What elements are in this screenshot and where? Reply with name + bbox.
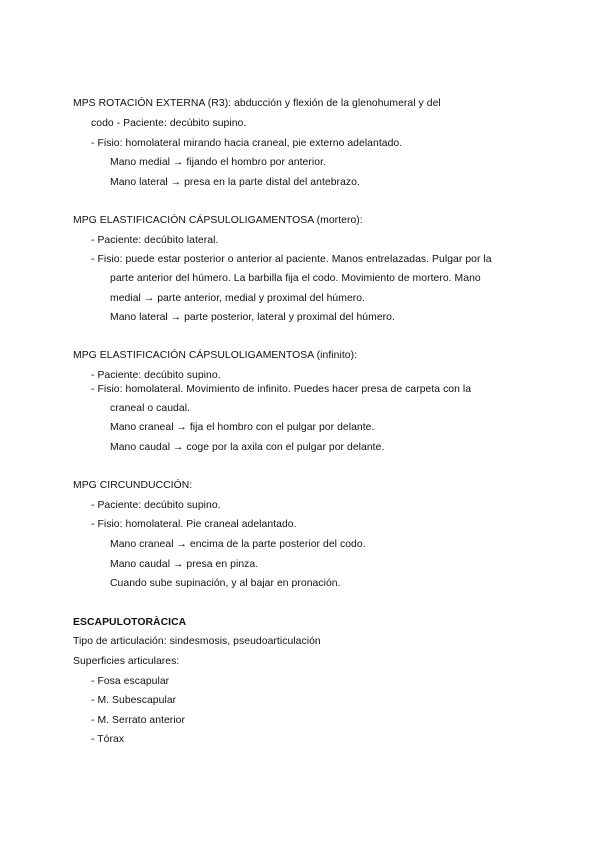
list-item: - Fisio: puede estar posterior o anterior al paciente. Manos entrelazadas. Pulgar por la <box>91 254 492 265</box>
text-line: Mano caudal → presa en pinza. <box>110 559 259 570</box>
list-item: - Paciente: decúbito supino. <box>91 500 221 511</box>
text-line: Mano lateral → presa en la parte distal del antebrazo. <box>110 177 360 188</box>
heading-escapulotoracica: ESCAPULOTORÀCICA <box>73 617 187 628</box>
list-item: - Fisio: homolateral mirando hacia craneal, pie externo adelantado. <box>91 138 403 149</box>
list-item: - Paciente: decúbito supino. <box>91 370 221 381</box>
list-item: - Paciente: decúbito lateral. <box>91 235 219 246</box>
list-item: - Fosa escapular <box>91 676 170 687</box>
text-line: Mano craneal → encima de la parte posterior del codo. <box>110 539 366 550</box>
list-item: - M. Serrato anterior <box>91 715 186 726</box>
text-line: Mano caudal → coge por la axila con el pulgar por delante. <box>110 442 385 453</box>
text-line: Superficies articulares: <box>73 656 180 667</box>
text-line: codo - Paciente: decúbito supino. <box>91 118 247 129</box>
text-line: craneal o caudal. <box>110 403 190 414</box>
list-item: - Tórax <box>91 734 125 745</box>
list-item: - Fisio: homolateral. Pie craneal adelantado. <box>91 519 297 530</box>
text-line: Mano medial → fijando el hombro por anterior. <box>110 157 326 168</box>
text-line: Mano lateral → parte posterior, lateral y proximal del húmero. <box>110 312 395 323</box>
heading-mpg-infinito: MPG ELASTIFICACIÓN CÁPSULOLIGAMENTOSA (infinito): <box>73 350 358 361</box>
text-line: Cuando sube supinación, y al bajar en pronación. <box>110 578 341 589</box>
list-item: - Fisio: homolateral. Movimiento de infinito. Puedes hacer presa de carpeta con la <box>91 384 472 395</box>
text-line: parte anterior del húmero. La barbilla fija el codo. Movimiento de mortero. Mano <box>110 273 481 284</box>
text-line: Tipo de articulación: sindesmosis, pseudoarticulación <box>73 636 321 647</box>
heading-mps-rotacion-externa: MPS ROTACIÓN EXTERNA (R3): abducción y flexión de la glenohumeral y del <box>73 98 441 109</box>
text-line: Mano craneal → fija el hombro con el pulgar por delante. <box>110 422 375 433</box>
text-line: medial → parte anterior, medial y proximal del húmero. <box>110 293 366 304</box>
heading-mpg-mortero: MPG ELASTIFICACIÓN CÁPSULOLIGAMENTOSA (mortero): <box>73 215 363 226</box>
list-item: - M. Subescapular <box>91 695 177 706</box>
heading-mpg-circunduccion: MPG CIRCUNDUCCIÓN: <box>73 480 193 491</box>
